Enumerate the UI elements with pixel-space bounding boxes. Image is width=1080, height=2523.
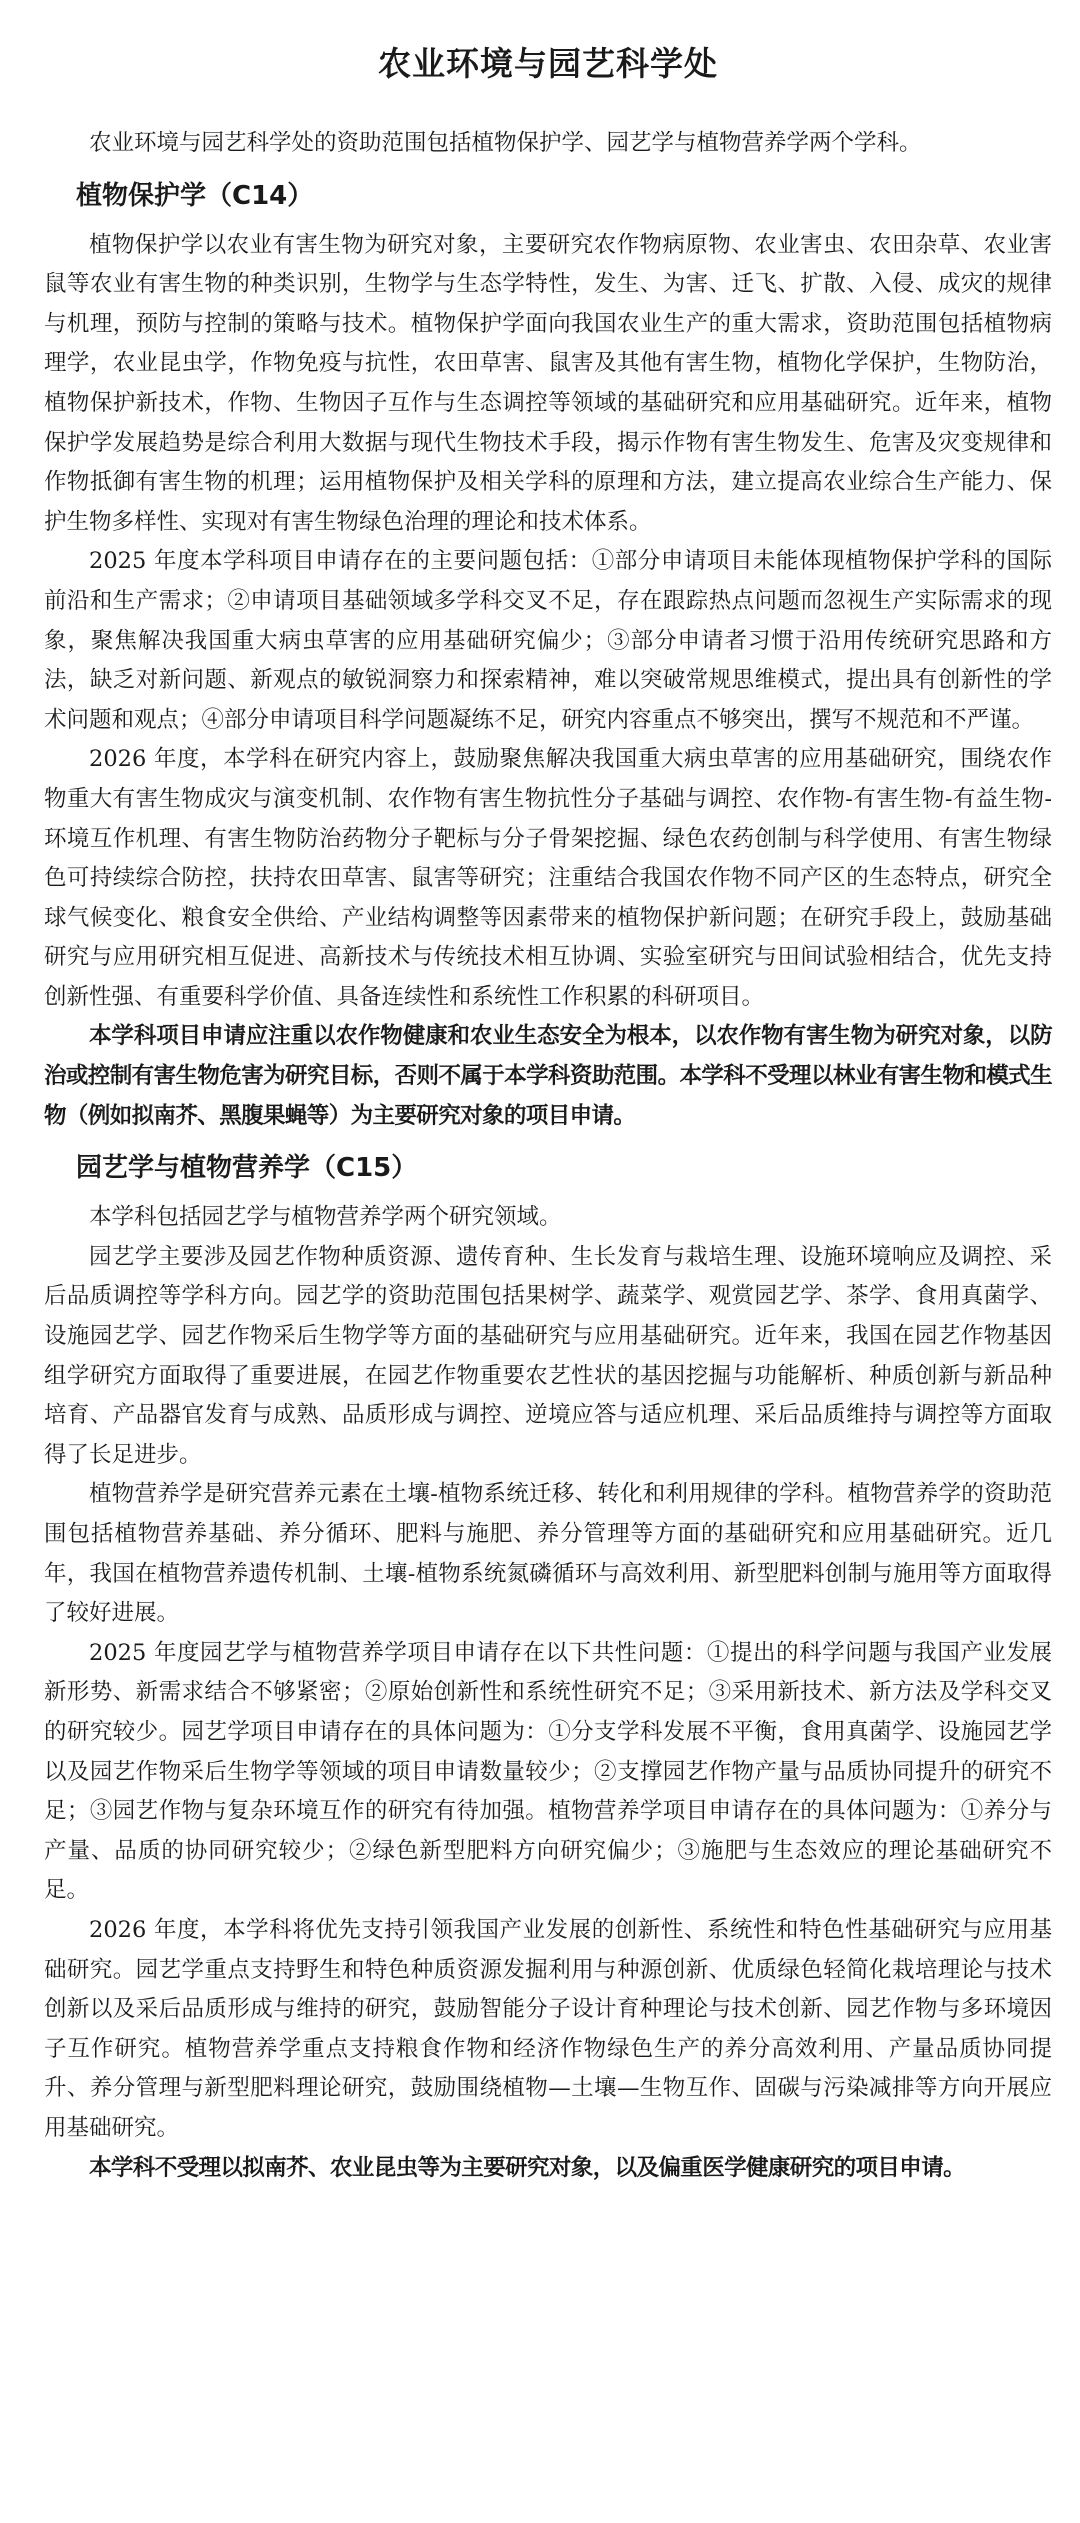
section-plant-protection — [44, 174, 1052, 1137]
page-title: 农业环境与园艺科学处 — [378, 44, 718, 83]
paragraph: 园艺学主要涉及园艺作物种质资源、遗传育种、生长发育与栽培生理、设施环境响应及调控、采后品质调控等学科方向。园艺学的资助范围包括果树学、蔬菜学、观赏园艺学、茶学、食用真菌学、设施园艺学、园艺作物采后生物学等方面的基础研究与应用基础研究。近年来，我国在园艺作物基因组学研究方面取得了重要进展，在园艺作物重要农艺性状的基因挖掘与功能解析、种质创新与新品种培育、产品器官发育与成熟、品质形成与调控、逆境应答与适应机理、采后品质维持与调控等方面取得了长足进步。 — [44, 1243, 1052, 1468]
paragraph: 本学科包括园艺学与植物营养学两个研究领域。 — [89, 1204, 562, 1231]
intro-paragraph: 农业环境与园艺科学处的资助范围包括植物保护学、园艺学与植物营养学两个学科。 — [89, 130, 922, 156]
paragraph: 2026 年度，本学科将优先支持引领我国产业发展的创新性、系统性和特色性基础研究与应用基础研究。园艺学重点支持野生和特色种质资源发掘利用与种源创新、优质绿色轻简化栽培理论与技术创新以及采后品质形成与维持的研究，鼓励智能分子设计育种理论与技术创新、园艺作物与多环境因子互作研究。植物营养学重点支持粮食作物和经济作物绿色生产的养分高效利用、产量品质协同提升、养分管理与新型肥料理论研究，鼓励围绕植物—土壤—生物互作、固碳与污染减排等方向开展应用基础研究。 — [44, 1916, 1052, 2141]
section-heading: 园艺学与植物营养学（C15） — [76, 1153, 418, 1184]
paragraph: 2026 年度，本学科在研究内容上，鼓励聚焦解决我国重大病虫草害的应用基础研究，围绕农作物重大有害生物成灾与演变机制、农作物有害生物抗性分子基础与调控、农作物-有害生物-有益生物-环境互作机理、有害生物防治药物分子靶标与分子骨架挖掘、绿色农药创制与科学使用、有害生物绿色可持续综合防控，扶持农田草害、鼠害等研究；注重结合我国农作物不同产区的生态特点，研究全球气候变化、粮食安全供给、产业结构调整等因素带来的植物保护新问题；在研究手段上，鼓励基础研究与应用研究相互促进、高新技术与传统技术相互协调、实验室研究与田间试验相结合，优先支持创新性强、有重要科学价值、具备连续性和系统性工作积累的科研项目。 — [44, 746, 1052, 1010]
bold-note: 本学科项目申请应注重以农作物健康和农业生态安全为根本，以农作物有害生物为研究对象，以防治或控制有害生物危害为研究目标，否则不属于本学科资助范围。本学科不受理以林业有害生物和模式生物（例如拟南芥、黑腹果蝇等）为主要研究对象的项目申请。 — [44, 1023, 1052, 1129]
paragraph: 2025 年度本学科项目申请存在的主要问题包括：①部分申请项目未能体现植物保护学科的国际前沿和生产需求；②申请项目基础领域多学科交叉不足，存在跟踪热点问题而忽视生产实际需求的现象，聚焦解决我国重大病虫草害的应用基础研究偏少；③部分申请者习惯于沿用传统研究思路和方法，缺乏对新问题、新观点的敏锐洞察力和探索精神，难以突破常规思维模式，提出具有创新性的学术问题和观点；④部分申请项目科学问题凝练不足，研究内容重点不够突出，撰写不规范和不严谨。 — [44, 548, 1052, 733]
paragraph: 植物保护学以农业有害生物为研究对象，主要研究农作物病原物、农业害虫、农田杂草、农业害鼠等农业有害生物的种类识别，生物学与生态学特性，发生、为害、迁飞、扩散、入侵、成灾的规律与机理，预防与控制的策略与技术。植物保护学面向我国农业生产的重大需求，资助范围包括植物病理学，农业昆虫学，作物免疫与抗性，农田草害、鼠害及其他有害生物，植物化学保护，生物防治，植物保护新技术，作物、生物因子互作与生态调控等领域的基础研究和应用基础研究。近年来，植物保护学发展趋势是综合利用大数据与现代生物技术手段，揭示作物有害生物发生、危害及灾变规律和作物抵御有害生物的机理；运用植物保护及相关学科的原理和方法，建立提高农业综合生产能力、保护生物多样性、实现对有害生物绿色治理的理论和技术体系。 — [44, 231, 1052, 535]
section-heading: 植物保护学（C14） — [76, 180, 314, 211]
bold-note: 本学科不受理以拟南芥、农业昆虫等为主要研究对象，以及偏重医学健康研究的项目申请。 — [89, 2154, 966, 2181]
paragraph: 2025 年度园艺学与植物营养学项目申请存在以下共性问题：①提出的科学问题与我国产业发展新形势、新需求结合不够紧密；②原始创新性和系统性研究不足；③采用新技术、新方法及学科交叉的研究较少。园艺学项目申请存在的具体问题为：①分支学科发展不平衡，食用真菌学、设施园艺学以及园艺作物采后生物学等领域的项目申请数量较少；②支撑园艺作物产量与品质协同提升的研究不足；③园艺作物与复杂环境互作的研究有待加强。植物营养学项目申请存在的具体问题为：①养分与产量、品质的协同研究较少；②绿色新型肥料方向研究偏少；③施肥与生态效应的理论基础研究不足。 — [44, 1639, 1052, 1904]
paragraph: 植物营养学是研究营养元素在土壤-植物系统迁移、转化和利用规律的学科。植物营养学的资助范围包括植物营养基础、养分循环、肥料与施肥、养分管理等方面的基础研究和应用基础研究。近几年，我国在植物营养遗传机制、土壤-植物系统氮磷循环与高效利用、新型肥料创制与施用等方面取得了较好进展。 — [44, 1481, 1052, 1627]
section-horticulture-nutrition — [44, 1146, 1052, 2188]
